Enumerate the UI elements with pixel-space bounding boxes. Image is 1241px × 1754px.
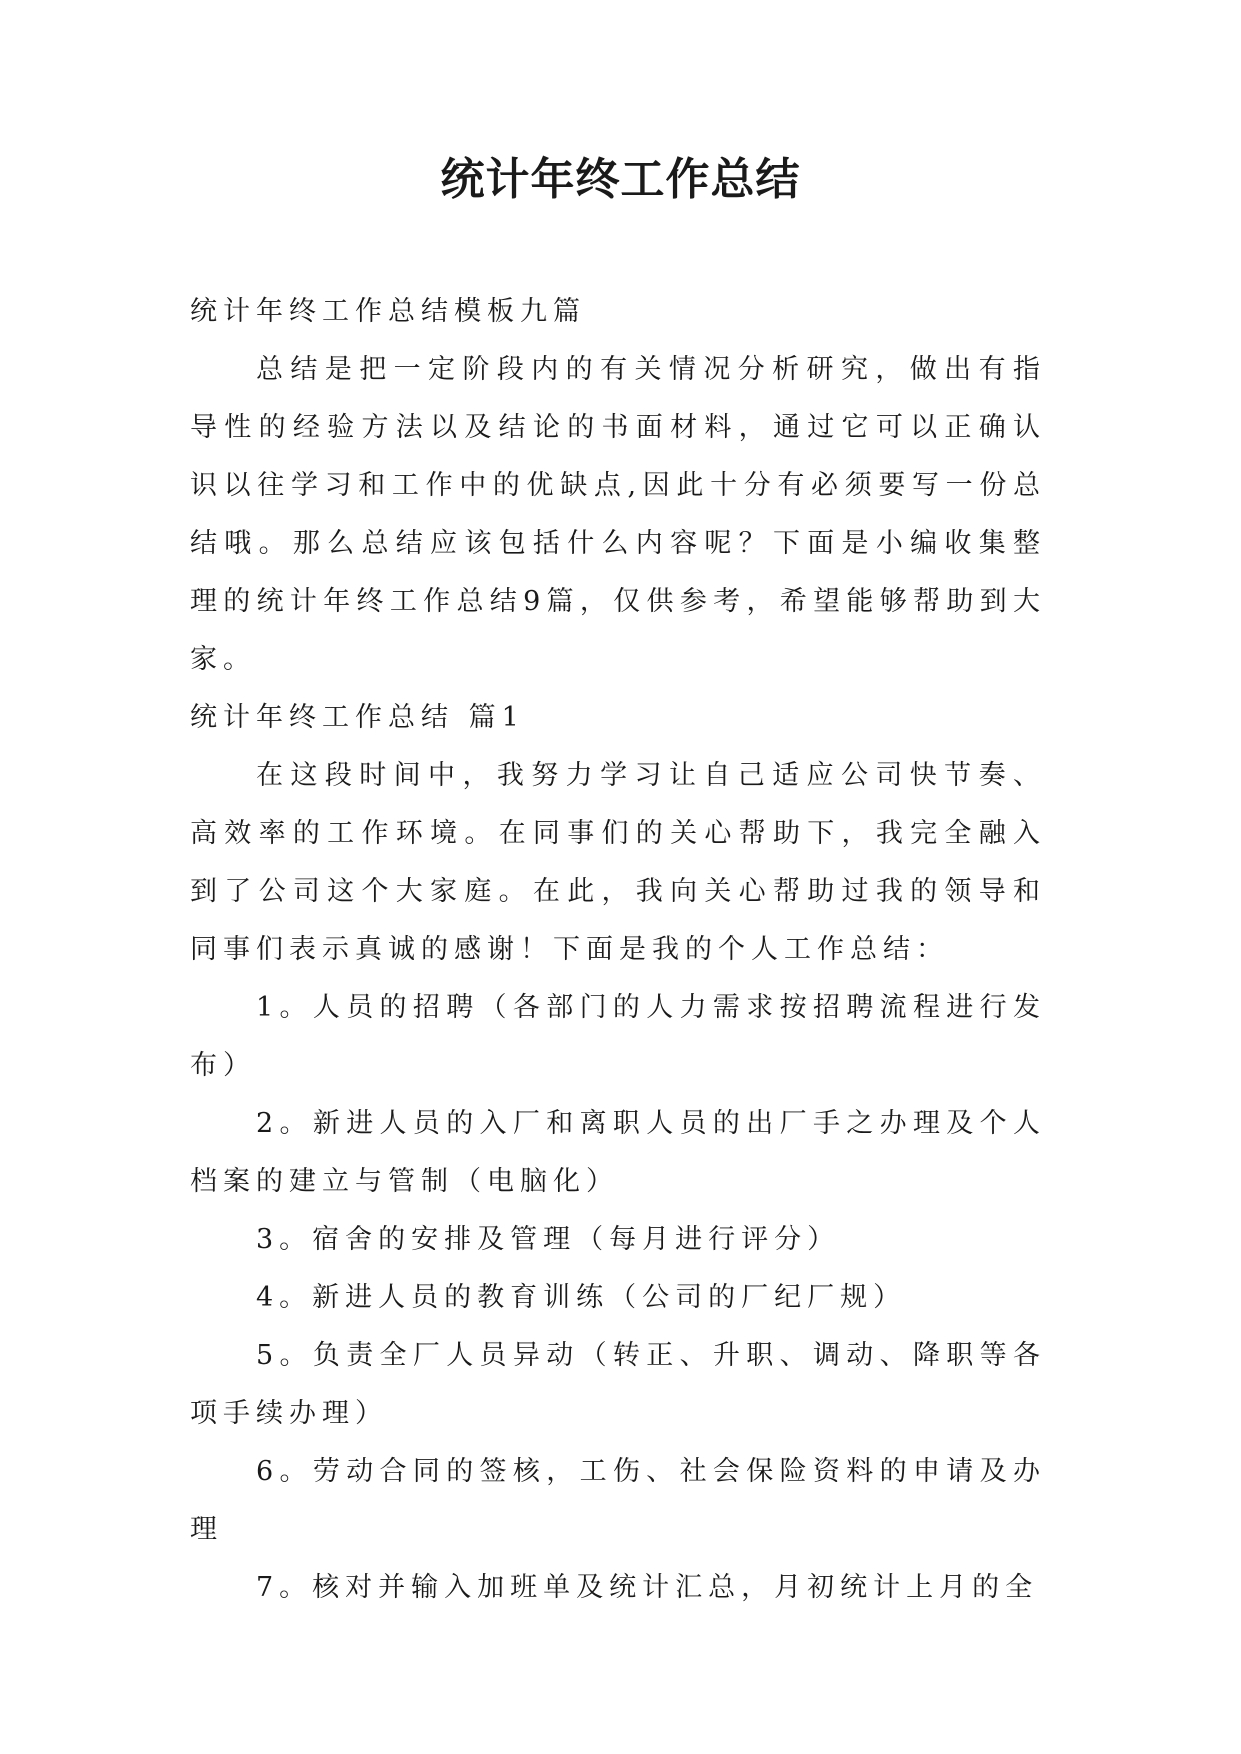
document-subtitle: 统计年终工作总结模板九篇 — [190, 296, 586, 327]
list-item: 3。宿舍的安排及管理（每月进行评分） — [256, 1224, 841, 1255]
section-heading: 统计年终工作总结 篇1 — [190, 702, 525, 733]
document-title: 统计年终工作总结 — [440, 154, 801, 205]
section-intro-paragraph: 在这段时间中，我努力学习让自己适应公司快节奏、高效率的工作环境。在同事们的关心帮助下，我完全融入到了公司这个大家庭。在此，我向关心帮助过我的领导和同事们表示真诚的感谢！下面是我的个人工作总结： — [190, 760, 1046, 965]
list-item: 4。新进人员的教育训练（公司的厂纪厂规） — [256, 1282, 907, 1313]
list-item: 1。人员的招聘（各部门的人力需求按招聘流程进行发布） — [190, 992, 1046, 1081]
list-item: 5。负责全厂人员异动（转正、升职、调动、降职等各项手续办理） — [190, 1340, 1046, 1429]
list-item: 6。劳动合同的签核，工伤、社会保险资料的申请及办理 — [190, 1456, 1046, 1545]
list-item: 2。新进人员的入厂和离职人员的出厂手之办理及个人档案的建立与管制（电脑化） — [190, 1108, 1046, 1197]
document-body — [190, 283, 1046, 1617]
intro-paragraph: 总结是把一定阶段内的有关情况分析研究，做出有指导性的经验方法以及结论的书面材料，通过它可以正确认识以往学习和工作中的优缺点,因此十分有必须要写一份总结哦。那么总结应该包括什么内容呢？下面是小编收集整理的统计年终工作总结9篇，仅供参考，希望能够帮助到大家。 — [190, 354, 1046, 675]
list-item: 7。核对并输入加班单及统计汇总，月初统计上月的全 — [256, 1572, 1039, 1603]
